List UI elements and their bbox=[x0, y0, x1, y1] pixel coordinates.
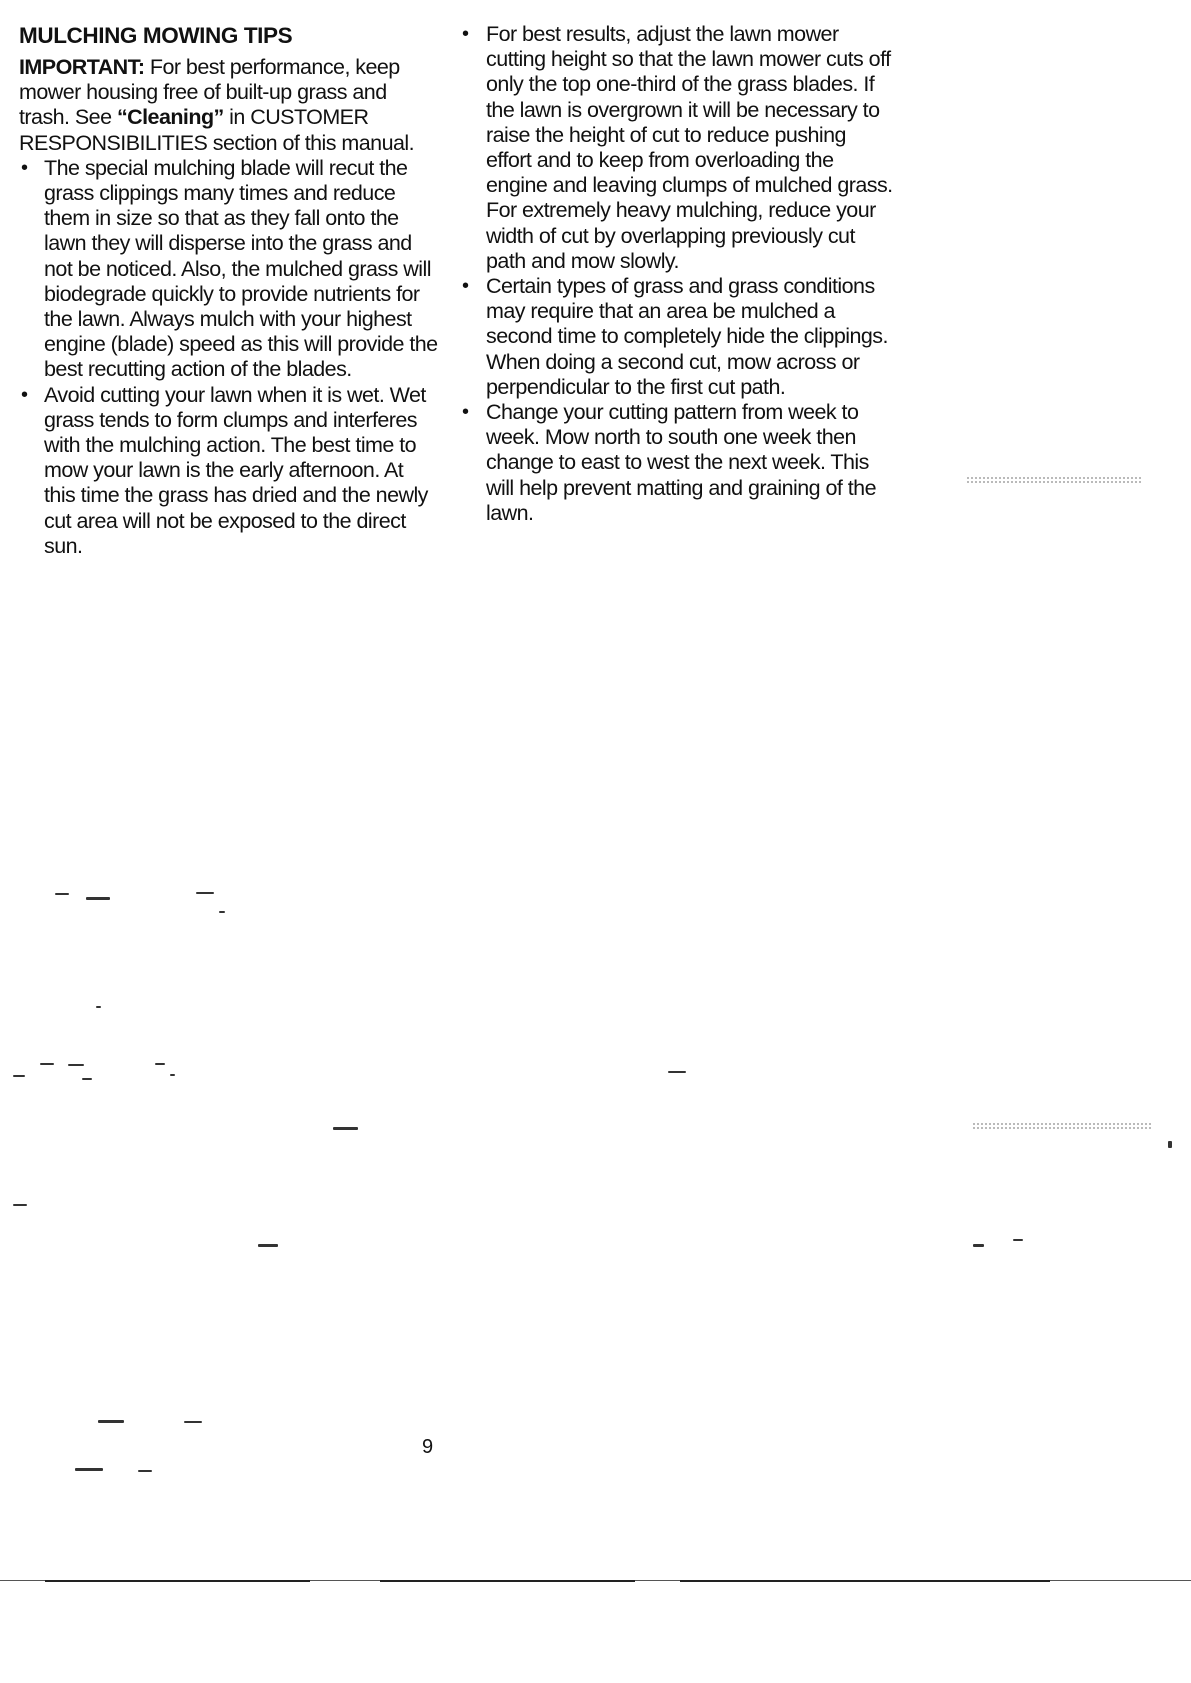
bottom-rule bbox=[680, 1580, 1050, 1582]
scan-speck bbox=[75, 1468, 103, 1471]
scan-speck bbox=[170, 1074, 175, 1076]
scan-speck bbox=[155, 1063, 165, 1065]
left-column bbox=[19, 22, 439, 559]
scan-speck bbox=[82, 1078, 92, 1080]
bottom-rule bbox=[380, 1580, 635, 1582]
scan-speck bbox=[1168, 1141, 1172, 1148]
scan-speck bbox=[13, 1075, 25, 1077]
page-number: 9 bbox=[422, 1436, 434, 1458]
scan-speck bbox=[1013, 1239, 1023, 1241]
scan-speck bbox=[668, 1071, 686, 1073]
scan-speck bbox=[138, 1470, 152, 1472]
cleaning-reference: “Cleaning” bbox=[116, 105, 224, 130]
section-heading: MULCHING MOWING TIPS bbox=[19, 23, 293, 48]
scan-speck bbox=[973, 1244, 984, 1247]
right-column bbox=[460, 22, 895, 526]
scan-speck bbox=[196, 892, 214, 894]
scan-speck bbox=[184, 1421, 202, 1423]
scan-speck bbox=[219, 911, 225, 913]
important-text-b: in CUSTOMER RESPONSIBILITIES section of this manual. bbox=[19, 105, 415, 155]
important-label: IMPORTANT: bbox=[19, 55, 145, 79]
list-item: • For best results, adjust the lawn mower cutting height so that the lawn mower cuts off only the top one-third of the grass blades. If the lawn is overgrown it will be necessary to raise the height of cut to reduce pushing effort and to keep from overloading the engine and leaving clumps of mulched grass. For extremely heavy mulching, reduce your width of cut by overlapping previously cut path and mow slowly. bbox=[460, 22, 895, 274]
left-bullet-list bbox=[19, 156, 439, 559]
scan-speck bbox=[55, 893, 69, 895]
scan-noise bbox=[966, 476, 1142, 484]
list-item: • Certain types of grass and grass conditions may require that an area be mulched a second time to completely hide the clippings. When doing a second cut, mow across or perpendicular to the first cut path. bbox=[460, 274, 895, 400]
list-item: • Change your cutting pattern from week to week. Mow north to south one week then change to east to west the next week. This will help prevent matting and graining of the lawn. bbox=[460, 400, 895, 526]
list-item: • The special mulching blade will recut the grass clippings many times and reduce them in size so that as they fall onto the lawn they will disperse into the grass and not be noticed. Also, the mulched grass will biodegrade quickly to provide nutrients for the lawn. Always mulch with your highest engine (blade) speed as this will provide the best recutting action of the blades. bbox=[19, 156, 439, 383]
scan-speck bbox=[98, 1420, 124, 1423]
scan-speck bbox=[258, 1244, 278, 1247]
scan-noise bbox=[972, 1122, 1152, 1130]
scan-speck bbox=[96, 1006, 101, 1008]
scan-speck bbox=[68, 1064, 84, 1066]
scan-speck bbox=[86, 897, 110, 900]
important-text-a: For best performance, keep mower housing free of built-up grass and trash. See bbox=[19, 55, 400, 130]
bottom-rule bbox=[45, 1580, 310, 1582]
right-bullet-list bbox=[460, 22, 895, 526]
scan-speck bbox=[13, 1204, 27, 1206]
important-note bbox=[19, 55, 439, 156]
list-item: • Avoid cutting your lawn when it is wet. Wet grass tends to form clumps and interferes with the mulching action. The best time to mow your lawn is the early afternoon. At this time the grass has dried and the newly cut area will not be exposed to the direct sun. bbox=[19, 383, 439, 559]
scan-speck bbox=[40, 1063, 54, 1065]
scan-speck bbox=[333, 1127, 358, 1130]
